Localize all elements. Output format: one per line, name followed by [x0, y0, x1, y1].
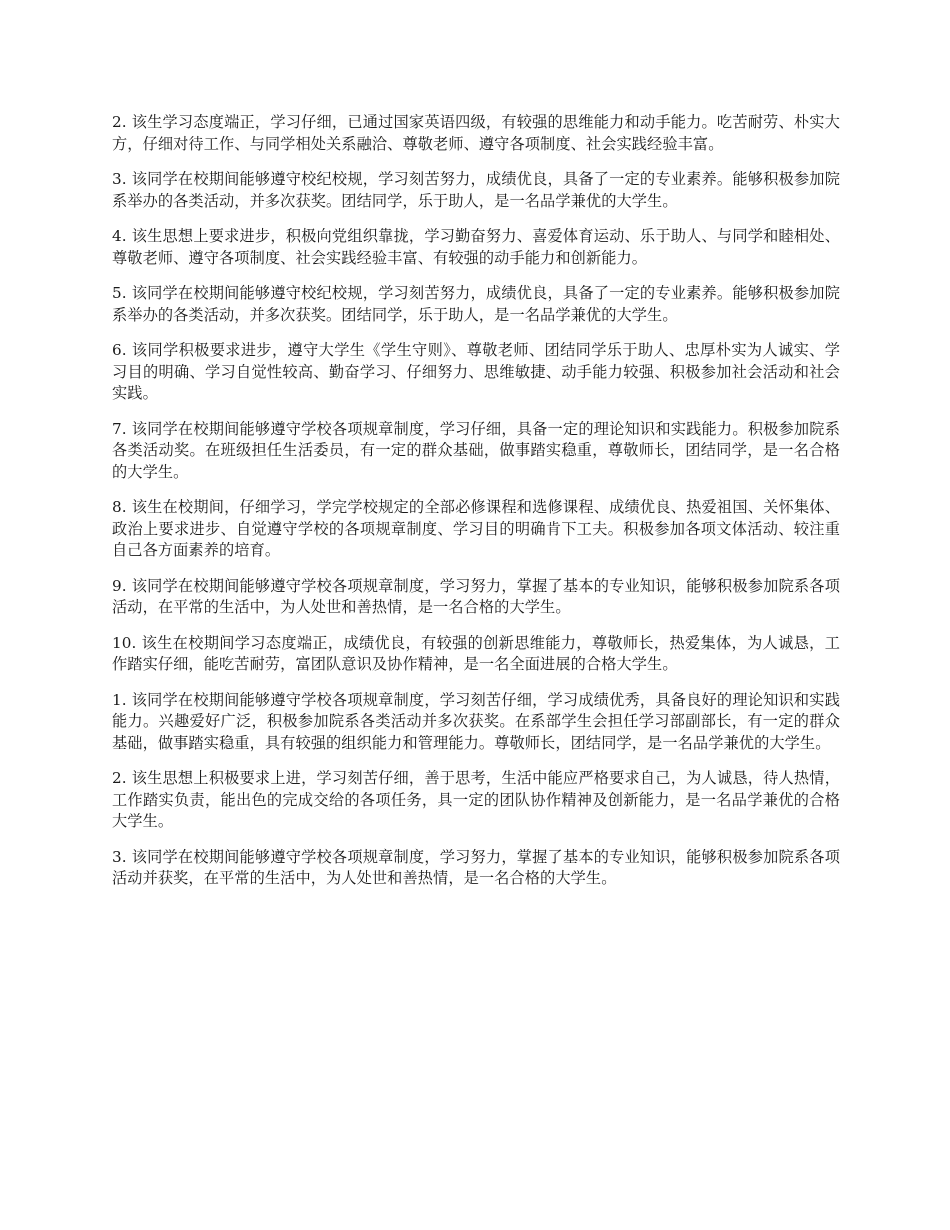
paragraph: 9. 该同学在校期间能够遵守学校各项规章制度，学习努力，掌握了基本的专业知识，能够积极参加院系各项活动，在平常的生活中，为人处世和善热情，是一名合格的大学生。 [112, 576, 840, 616]
paragraph: 4. 该生思想上要求进步，积极向党组织靠拢，学习勤奋努力、喜爱体育运动、乐于助人、与同学和睦相处、尊敬老师、遵守各项制度、社会实践经验丰富、有较强的动手能力和创新能力。 [112, 227, 840, 267]
paragraph: 3. 该同学在校期间能够遵守学校各项规章制度，学习努力，掌握了基本的专业知识，能够积极参加院系各项活动并获奖，在平常的生活中，为人处世和善热情，是一名合格的大学生。 [112, 847, 840, 887]
paragraph: 2. 该生学习态度端正，学习仔细，已通过国家英语四级，有较强的思维能力和动手能力。吃苦耐劳、朴实大方，仔细对待工作、与同学相处关系融洽、尊敬老师、遵守各项制度、社会实践经验丰富。 [112, 113, 840, 153]
paragraph: 2. 该生思想上积极要求上进，学习刻苦仔细，善于思考，生活中能应严格要求自己，为人诚恳，待人热情，工作踏实负责，能出色的完成交给的各项任务，具一定的团队协作精神及创新能力，是一名品学兼优的合格大学生。 [112, 769, 840, 830]
paragraph: 1. 该同学在校期间能够遵守学校各项规章制度，学习刻苦仔细，学习成绩优秀，具备良好的理论知识和实践能力。兴趣爱好广泛，积极参加院系各类活动并多次获奖。在系部学生会担任学习部副部长，有一定的群众基础，做事踏实稳重，具有较强的组织能力和管理能力。尊敬师长，团结同学，是一名品学兼优的大学生。 [112, 690, 840, 752]
paragraph: 10. 该生在校期间学习态度端正，成绩优良，有较强的创新思维能力，尊敬师长，热爱集体，为人诚恳，工作踏实仔细，能吃苦耐劳，富团队意识及协作精神，是一名全面进展的合格大学生。 [112, 633, 840, 673]
paragraph: 8. 该生在校期间，仔细学习，学完学校规定的全部必修课程和选修课程、成绩优良、热爱祖国、关怀集体、政治上要求进步、自觉遵守学校的各项规章制度、学习目的明确肯下工夫。积极参加各项文体活动、较注重自己各方面素养的培育。 [112, 498, 840, 559]
document-page [112, 112, 840, 904]
paragraph: 5. 该同学在校期间能够遵守校纪校规，学习刻苦努力，成绩优良，具备了一定的专业素养。能够积极参加院系举办的各类活动，并多次获奖。团结同学，乐于助人，是一名品学兼优的大学生。 [112, 284, 840, 324]
paragraph: 6. 该同学积极要求进步，遵守大学生《学生守则》、尊敬老师、团结同学乐于助人、忠厚朴实为人诚实、学习目的明确、学习自觉性较高、勤奋学习、仔细努力、思维敏捷、动手能力较强、积极参加社会活动和社会实践。 [112, 341, 840, 402]
paragraph: 7. 该同学在校期间能够遵守学校各项规章制度，学习仔细，具备一定的理论知识和实践能力。积极参加院系各类活动奖。在班级担任生活委员，有一定的群众基础，做事踏实稳重，尊敬师长，团结同学，是一名合格的大学生。 [112, 419, 840, 481]
paragraph: 3. 该同学在校期间能够遵守校纪校规，学习刻苦努力，成绩优良，具备了一定的专业素养。能够积极参加院系举办的各类活动，并多次获奖。团结同学，乐于助人，是一名品学兼优的大学生。 [112, 170, 840, 210]
